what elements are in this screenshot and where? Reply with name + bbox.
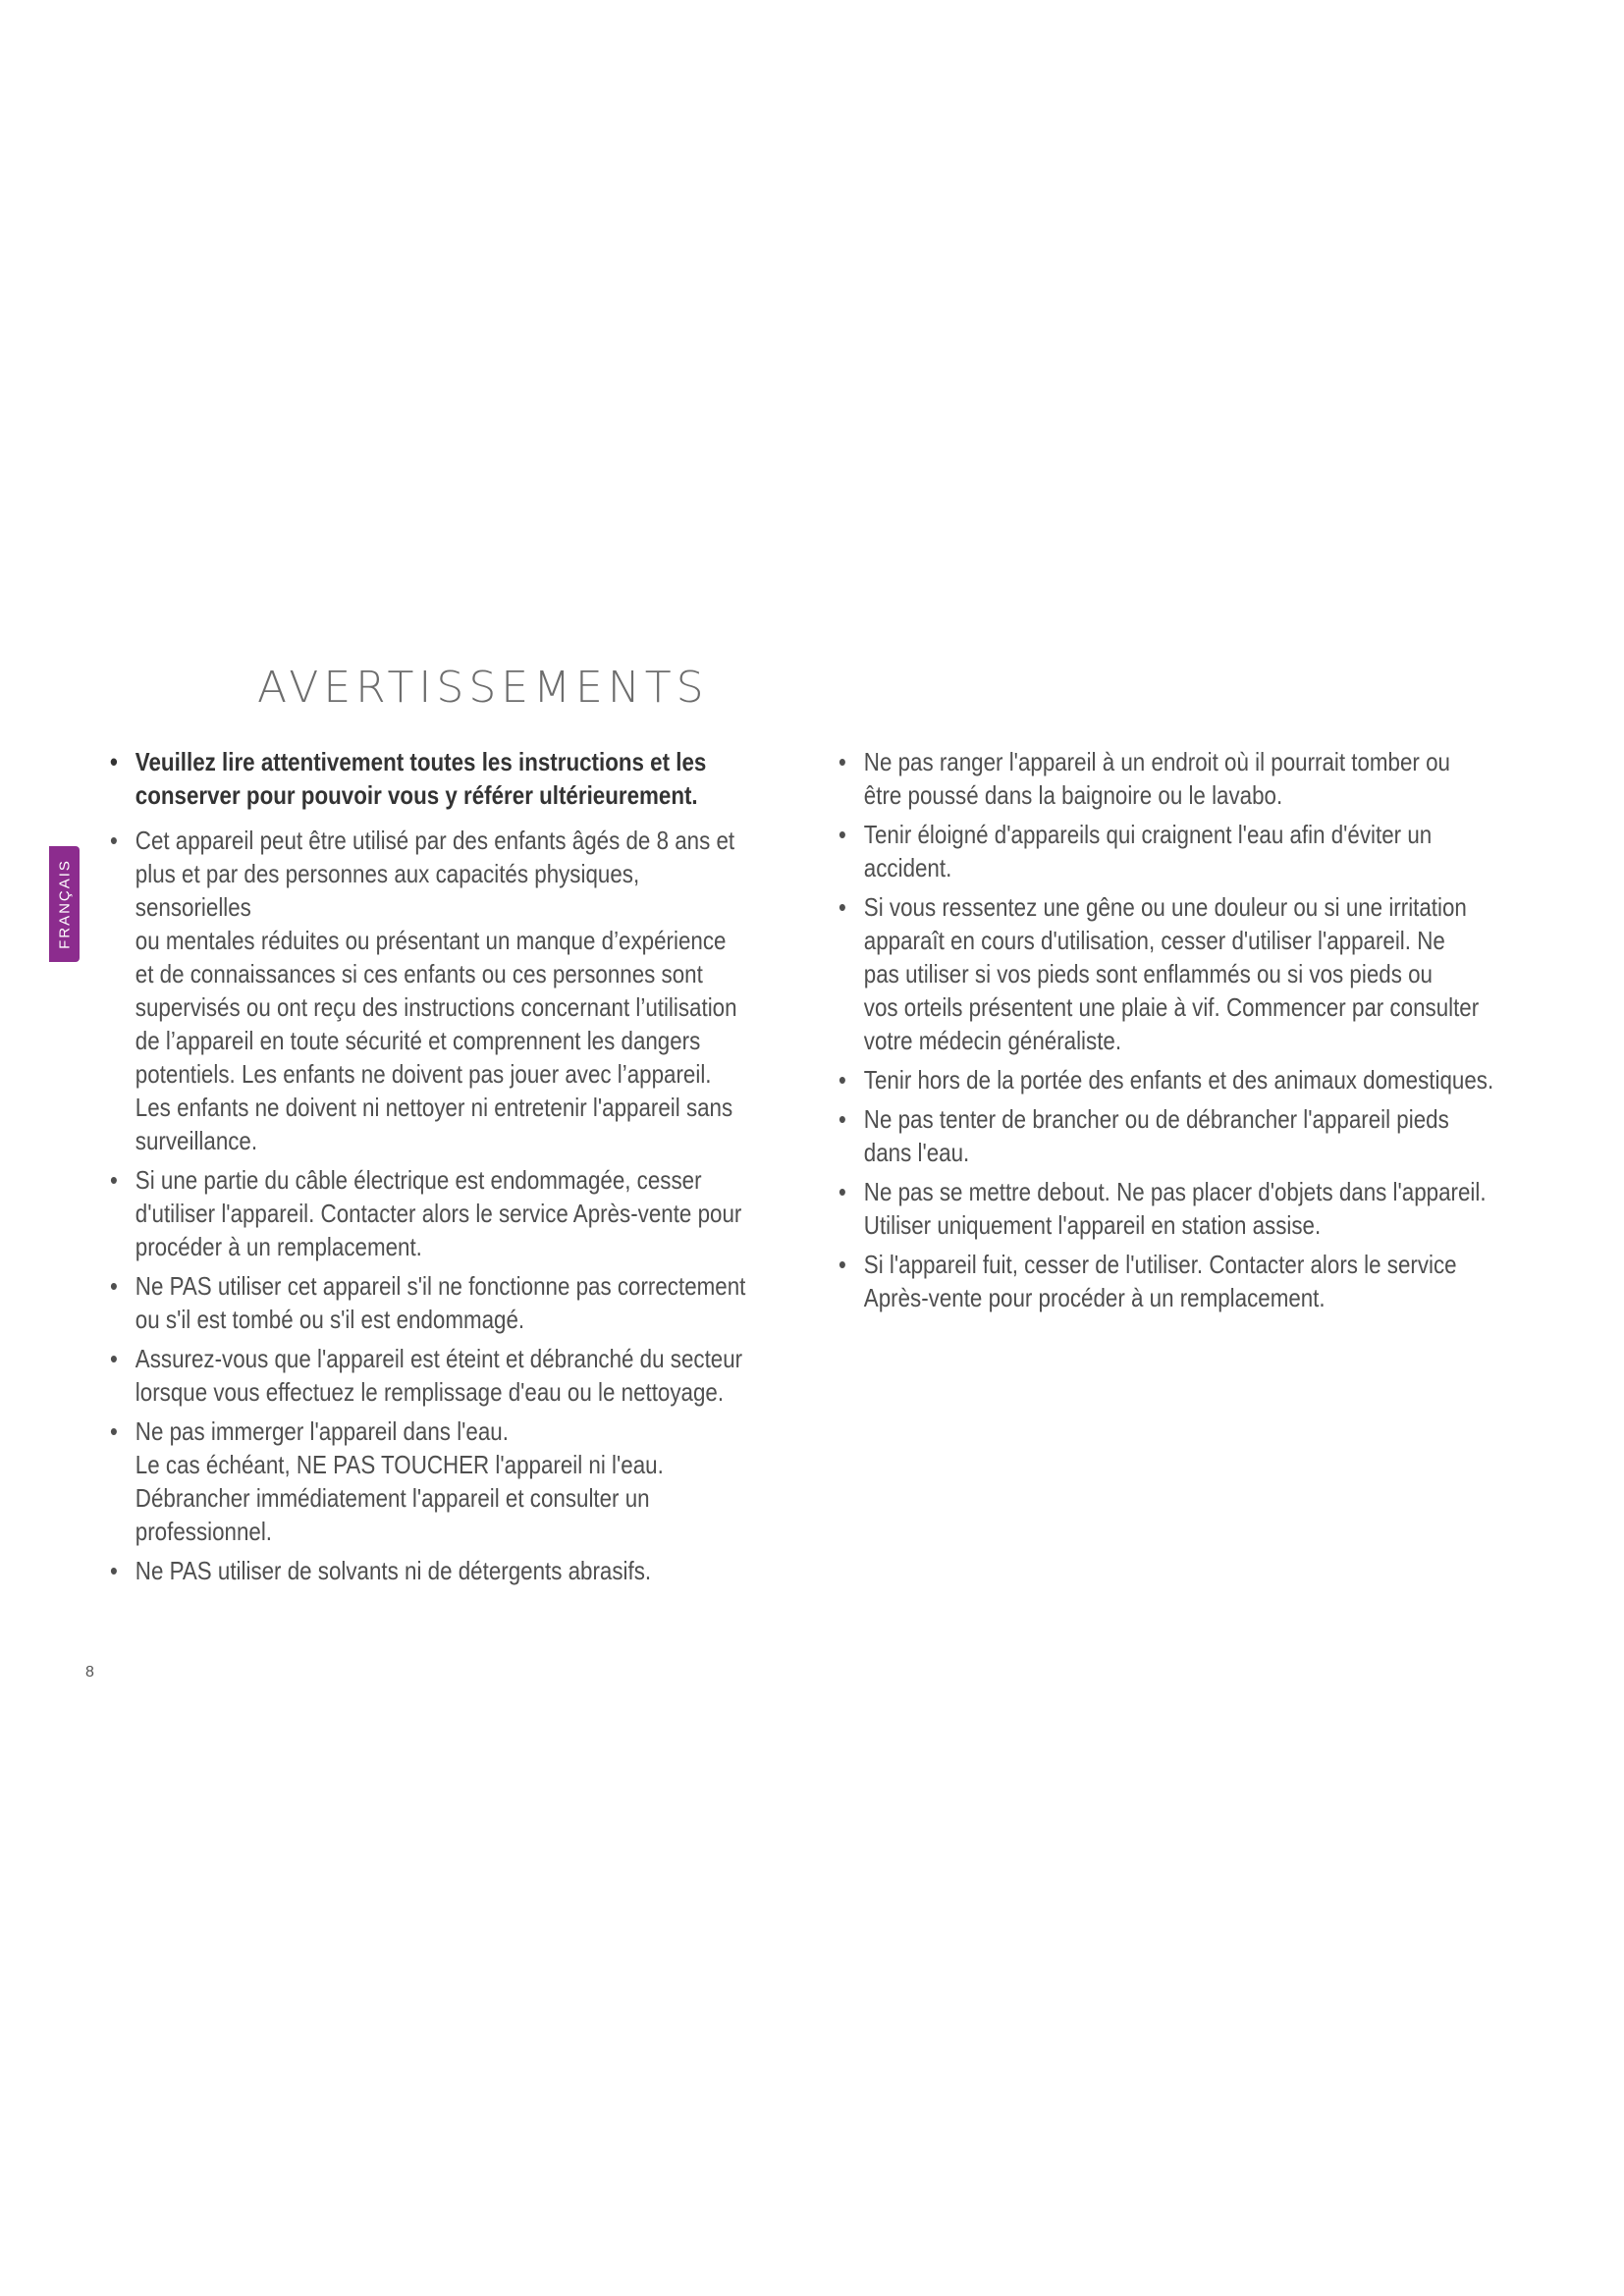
warning-text-line: Cet appareil peut être utilisé par des enfants âgés de 8 ans et: [135, 826, 735, 855]
warning-text-line: conserver pour pouvoir vous y référer ultérieurement.: [135, 780, 698, 810]
bullet-icon: •: [110, 1556, 118, 1585]
bullet-icon: •: [110, 1165, 118, 1195]
warning-text-line: professionnel.: [135, 1517, 273, 1546]
bullet-icon: •: [110, 1416, 118, 1446]
bullet-icon: •: [110, 747, 118, 776]
warning-text-line: Ne PAS utiliser de solvants ni de détergents abrasifs.: [135, 1556, 652, 1585]
warning-text-line: Ne pas immerger l'appareil dans l'eau.: [135, 1416, 509, 1446]
warning-text-line: apparaît en cours d'utilisation, cesser d'utiliser l'appareil. Ne: [863, 926, 1445, 955]
warning-text-line: accident.: [863, 853, 952, 882]
warning-text-line: Si vous ressentez une gêne ou une douleur ou si une irritation: [863, 892, 1467, 922]
warning-text-line: Le cas échéant, NE PAS TOUCHER l'appareil ni l'eau.: [135, 1450, 664, 1479]
warning-text-line: Tenir éloigné d'appareils qui craignent l'eau afin d'éviter un: [863, 820, 1433, 849]
warning-item: [110, 1163, 760, 1263]
warning-item: [110, 1342, 760, 1409]
warning-text-line: Utiliser uniquement l'appareil en station assise.: [863, 1210, 1322, 1240]
warning-item: [110, 1415, 760, 1548]
warning-text-line: Ne pas tenter de brancher ou de débrancher l'appareil pieds: [863, 1104, 1449, 1134]
warning-item: [110, 1269, 760, 1336]
page-title: AVERTISSEMENTS: [257, 663, 709, 713]
warning-text-line: ou mentales réduites ou présentant un manque d’expérience: [135, 926, 727, 955]
warning-item: [110, 1554, 760, 1587]
language-tab: [49, 846, 80, 962]
warning-item: [839, 1063, 1565, 1096]
warning-text-line: Ne pas ranger l'appareil à un endroit où il pourrait tomber ou: [863, 747, 1450, 776]
warning-text-line: Si l'appareil fuit, cesser de l'utiliser. Contacter alors le service: [863, 1250, 1457, 1279]
bullet-icon: •: [110, 826, 118, 855]
warning-item: [839, 818, 1565, 884]
warning-text-line: lorsque vous effectuez le remplissage d'eau ou le nettoyage.: [135, 1377, 725, 1407]
bullet-icon: •: [839, 1250, 846, 1279]
warning-text-line: surveillance.: [135, 1126, 258, 1155]
warnings-list-left: [110, 745, 760, 1593]
warning-item: [839, 745, 1565, 812]
warning-item: [839, 1102, 1565, 1169]
warning-item: [839, 1175, 1565, 1242]
warning-text-line: Si une partie du câble électrique est endommagée, cesser: [135, 1165, 702, 1195]
bullet-icon: •: [110, 1271, 118, 1301]
warning-text-line: potentiels. Les enfants ne doivent pas jouer avec l’appareil.: [135, 1059, 712, 1089]
warning-text-line: supervisés ou ont reçu des instructions concernant l’utilisation: [135, 992, 737, 1022]
warnings-list-right: [839, 745, 1565, 1320]
bullet-icon: •: [110, 1344, 118, 1373]
warning-text-line: plus et par des personnes aux capacités physiques, sensorielles: [135, 859, 640, 922]
warning-text-line: vos orteils présentent une plaie à vif. Commencer par consulter: [863, 992, 1480, 1022]
warning-text-line: de l’appareil en toute sécurité et comprennent les dangers: [135, 1026, 701, 1055]
warning-text-line: procéder à un remplacement.: [135, 1232, 422, 1261]
warning-text-line: et de connaissances si ces enfants ou ces personnes sont: [135, 959, 703, 988]
page-number: 8: [85, 1664, 94, 1681]
warning-text-line: Ne pas se mettre debout. Ne pas placer d'objets dans l'appareil.: [863, 1177, 1487, 1206]
bullet-icon: •: [839, 892, 846, 922]
warning-text-line: votre médecin généraliste.: [863, 1026, 1122, 1055]
warning-text-line: Les enfants ne doivent ni nettoyer ni entretenir l'appareil sans: [135, 1093, 733, 1122]
warning-text-line: être poussé dans la baignoire ou le lavabo.: [863, 780, 1283, 810]
warning-text-line: dans l'eau.: [863, 1138, 970, 1167]
warning-text-line: Ne PAS utiliser cet appareil s'il ne fonctionne pas correctement: [135, 1271, 746, 1301]
warning-item: [110, 745, 760, 812]
bullet-icon: •: [839, 820, 846, 849]
warning-text-line: Débrancher immédiatement l'appareil et consulter un: [135, 1483, 650, 1513]
warning-text-line: Veuillez lire attentivement toutes les instructions et les: [135, 747, 707, 776]
warning-text-line: d'utiliser l'appareil. Contacter alors le service Après-vente pour: [135, 1199, 742, 1228]
bullet-icon: •: [839, 747, 846, 776]
warning-text-line: pas utiliser si vos pieds sont enflammés ou si vos pieds ou: [863, 959, 1433, 988]
language-tab-label: FRANÇAIS: [56, 859, 73, 949]
warning-text-line: Après-vente pour procéder à un remplacement.: [863, 1283, 1326, 1312]
bullet-icon: •: [839, 1104, 846, 1134]
warning-text-line: Assurez-vous que l'appareil est éteint et débranché du secteur: [135, 1344, 743, 1373]
bullet-icon: •: [839, 1065, 846, 1095]
warning-item: [110, 824, 760, 1157]
bullet-icon: •: [839, 1177, 846, 1206]
warning-item: [839, 890, 1565, 1057]
warning-item: [839, 1248, 1565, 1314]
warning-text-line: ou s'il est tombé ou s'il est endommagé.: [135, 1305, 525, 1334]
warning-text-line: Tenir hors de la portée des enfants et des animaux domestiques.: [863, 1065, 1494, 1095]
